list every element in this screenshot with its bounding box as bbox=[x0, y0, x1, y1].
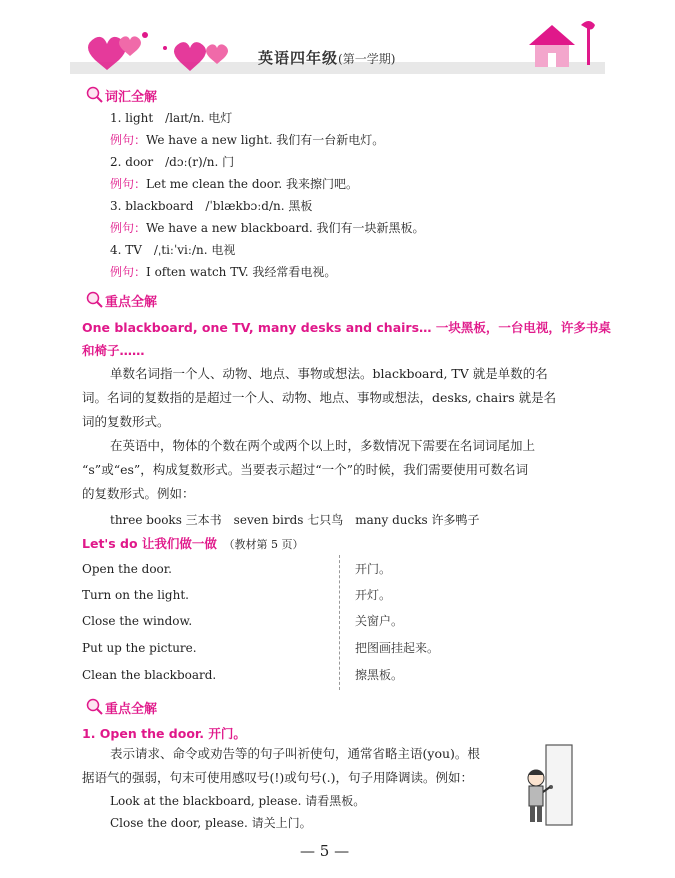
page-number: — 5 — bbox=[300, 842, 350, 860]
vocab-example: 例句：We have a new light. 我们有一台新电灯。 bbox=[110, 133, 385, 147]
vocab-example: 例句：I often watch TV. 我经常看电视。 bbox=[110, 265, 337, 279]
key-heading: 1. Open the door. 开门。 bbox=[82, 726, 246, 741]
divider bbox=[339, 555, 340, 690]
house-decoration-icon bbox=[515, 15, 605, 75]
lets-do-chinese: 开灯。 bbox=[355, 588, 392, 602]
paragraph: 表示请求、命令或劝告等的句子叫祈使句，通常省略主语(you)。根 据语气的强弱，句末可使用感叹号(!)或句号(.)，句子用降调读。例如： bbox=[82, 746, 480, 785]
magnifier-icon bbox=[86, 698, 103, 715]
lets-do-english: Close the window. bbox=[82, 614, 193, 628]
boy-opening-door-icon bbox=[518, 740, 578, 830]
lets-do-english: Turn on the light. bbox=[82, 588, 189, 602]
vocab-entry: 2. door /dɔː(r)/n. 门 bbox=[110, 155, 235, 169]
vocab-example: 例句：Let me clean the door. 我来擦门吧。 bbox=[110, 177, 359, 191]
plural-examples: three books 三本书 seven birds 七只鸟 many ducks 许多鸭子 bbox=[110, 513, 480, 527]
paragraph: 单数名词指一个人、动物、地点、事物或想法。blackboard, TV 就是单数的名 词。名词的复数指的是超过一个人、动物、地点、事物或想法，desks, chairs 就是名 词的复数形式。 bbox=[82, 366, 557, 429]
vocab-entry: 1. light /laɪt/n. 电灯 bbox=[110, 111, 233, 125]
lets-do-english: Open the door. bbox=[82, 562, 172, 576]
lets-do-heading: Let's do 让我们做一做 （教材第 5 页） bbox=[82, 536, 304, 551]
lets-do-english: Put up the picture. bbox=[82, 641, 197, 655]
hearts-decoration-icon bbox=[75, 20, 235, 75]
vocab-example: 例句：We have a new blackboard. 我们有一块新黑板。 bbox=[110, 221, 425, 235]
magnifier-icon bbox=[86, 291, 103, 308]
lets-do-chinese: 开门。 bbox=[355, 562, 392, 576]
magnifier-icon bbox=[86, 86, 103, 103]
key-heading-cont: 和椅子…… bbox=[82, 343, 145, 358]
lets-do-chinese: 关窗户。 bbox=[355, 614, 404, 628]
key-heading: One blackboard, one TV, many desks and chairs… 一块黑板，一台电视，许多书桌 bbox=[82, 320, 611, 335]
imperative-example: Look at the blackboard, please. 请看黑板。 bbox=[110, 794, 366, 808]
lets-do-chinese: 把图画挂起来。 bbox=[355, 641, 440, 655]
key-section-title: 重点全解 bbox=[105, 702, 158, 717]
vocab-section-title: 词汇全解 bbox=[105, 90, 158, 105]
vocab-entry: 3. blackboard /ˈblækbɔːd/n. 黑板 bbox=[110, 199, 313, 213]
imperative-example: Close the door, please. 请关上门。 bbox=[110, 816, 312, 830]
key-section-title: 重点全解 bbox=[105, 295, 158, 310]
header-title: 英语四年级(第一学期) bbox=[258, 49, 396, 67]
lets-do-chinese: 擦黑板。 bbox=[355, 668, 404, 682]
lets-do-english: Clean the blackboard. bbox=[82, 668, 217, 682]
paragraph: 在英语中，物体的个数在两个或两个以上时，多数情况下需要在名词词尾加上 “s”或“es”，构成复数形式。当要表示超过“一个”的时候，我们需要使用可数名词 的复数形式。例如： bbox=[82, 438, 536, 501]
vocab-entry: 4. TV /ˌtiːˈviː/n. 电视 bbox=[110, 243, 236, 257]
